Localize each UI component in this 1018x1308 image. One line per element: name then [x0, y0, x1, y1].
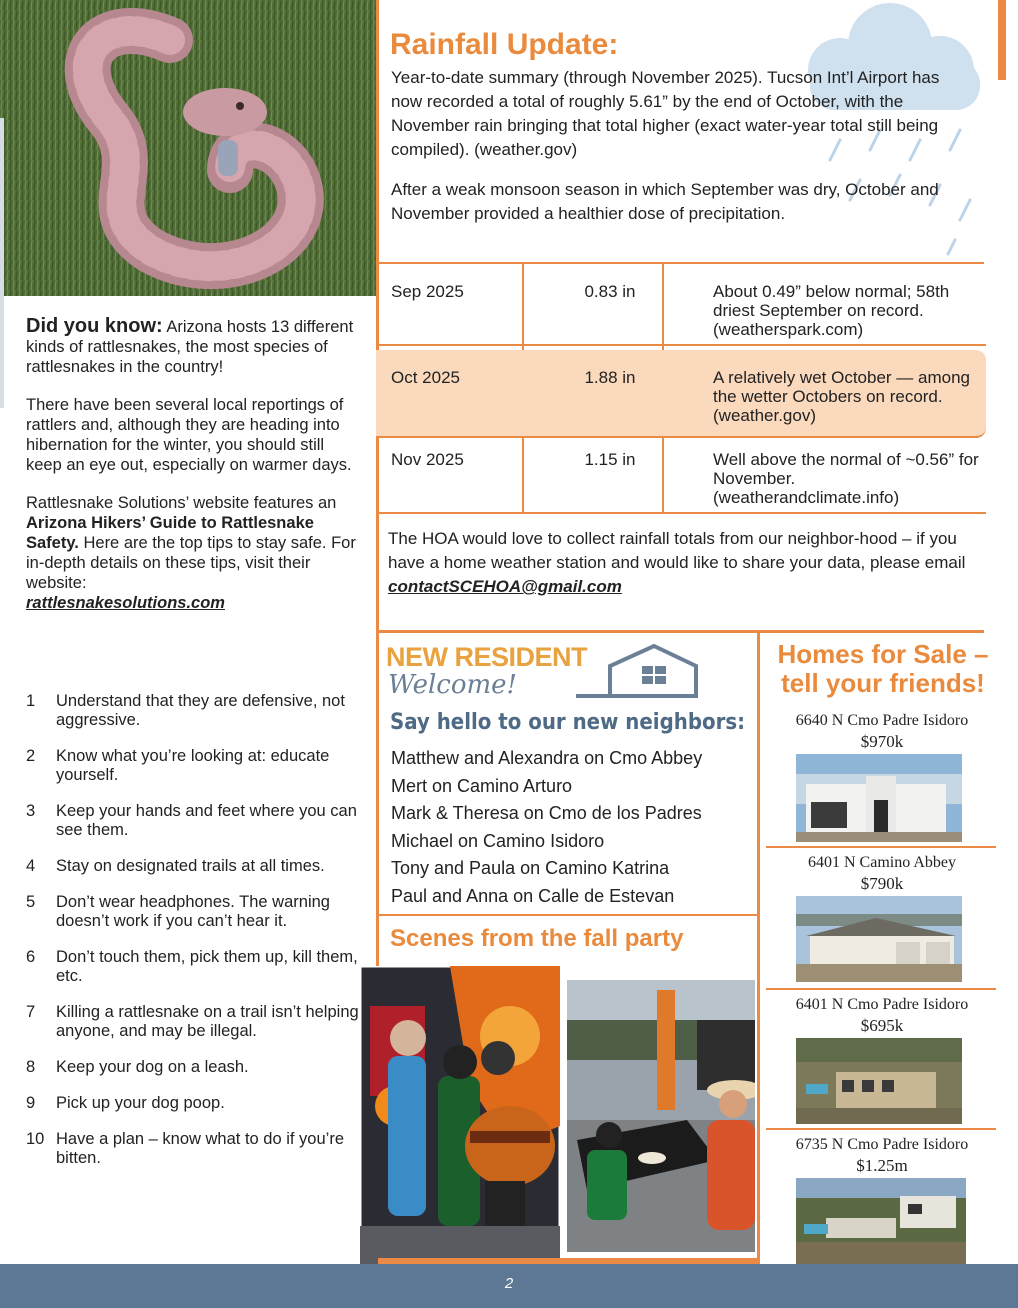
table-row: Sep 2025 0.83 in About 0.49” below normal; 58th driest September on record. (weatherspark.com): [376, 262, 986, 346]
tip-item: 5 Don’t wear headphones. The warning doesn’t work if you can’t hear it.: [26, 893, 330, 930]
table-row: Nov 2025 1.15 in Well above the normal of ~0.56” for November. (weatherandclimate.info): [376, 438, 986, 514]
table-row: Oct 2025 1.88 in A relatively wet October — among the wetter Octobers on record. (weather.gov): [376, 350, 986, 438]
page-edge-marker: [0, 118, 4, 408]
new-resident-logo: NEW RESIDENT Welcome!: [386, 642, 722, 702]
list-item: Mert on Camino Arturo: [391, 775, 573, 796]
homes-divider: [757, 633, 760, 1264]
listing-divider: [766, 988, 996, 990]
party-photo-costumes: [360, 966, 560, 1264]
guide-paragraph: Rattlesnake Solutions’ website features an Arizona Hikers’ Guide to Rattlesnake Safety. Here are the top tips to stay safe. For in-depth details on these tips, visit their website: rattlesnakesolutions.com: [26, 494, 356, 612]
rainfall-summary: Year-to-date summary (through November 2025). Tucson Int’l Airport has now recorded a total of roughly 5.61” by the end of October, with the November rain bringing that total higher (exact water-year total still being compiled). (weather.gov) After a weak monsoon season in which September was dry, October and November provided a healthier dose of precipitation.: [391, 68, 940, 223]
scenes-title: Scenes from the fall party: [390, 925, 684, 952]
tip-item: 7 Killing a rattlesnake on a trail isn’t helping anyone, and may be illegal.: [26, 1003, 359, 1040]
list-item: Matthew and Alexandra on Cmo Abbey: [391, 748, 703, 768]
list-item: Mark & Theresa on Cmo de los Padres: [391, 803, 702, 824]
tip-item: 4 Stay on designated trails at all times.: [26, 857, 325, 875]
rainfall-title: Rainfall Update:: [390, 28, 619, 61]
email-link[interactable]: contactSCEHOA@gmail.com: [388, 577, 622, 596]
home-photo: [796, 1038, 962, 1124]
did-you-know: Did you know: Arizona hosts 13 different kinds of rattlesnakes, the most species of rattlesnakes in the country!: [26, 315, 354, 376]
page-number: 2: [504, 1275, 514, 1292]
home-listing: 6640 N Cmo Padre Isidoro $970k: [795, 712, 969, 751]
list-item: Michael on Camino Isidoro: [391, 830, 605, 851]
tip-item: 2 Know what you’re looking at: educate yourself.: [26, 747, 330, 784]
page-footer: [0, 1264, 1018, 1308]
tip-item: 1 Understand that they are defensive, not aggressive.: [26, 692, 345, 729]
section-divider: [376, 914, 760, 916]
tip-item: 9 Pick up your dog poop.: [26, 1094, 225, 1112]
new-neighbors-heading: Say hello to our new neighbors:: [390, 710, 746, 735]
party-photo-table: [567, 980, 755, 1252]
home-photo: [796, 754, 962, 842]
tip-item: 3 Keep your hands and feet where you can see them.: [26, 802, 357, 839]
home-listing: 6401 N Camino Abbey $790k: [808, 854, 956, 893]
home-photo: [796, 1178, 966, 1264]
rainfall-table: [376, 262, 986, 514]
listing-divider: [766, 1128, 996, 1130]
rattlesnake-article: [26, 316, 360, 631]
home-photo: [796, 896, 962, 982]
homes-for-sale-title: Homes for Sale – tell your friends!: [777, 639, 989, 698]
home-listing: 6401 N Cmo Padre Isidoro $695k: [795, 996, 969, 1035]
tip-item: 10 Have a plan – know what to do if you’re bitten.: [26, 1130, 345, 1167]
new-neighbors-list: [391, 745, 702, 911]
section-divider: [376, 630, 984, 633]
home-listing: 6735 N Cmo Padre Isidoro $1.25m: [795, 1136, 969, 1175]
tip-item: 8 Keep your dog on a leash.: [26, 1058, 249, 1076]
tip-item: 6 Don’t touch them, pick them up, kill them, etc.: [26, 948, 358, 985]
list-item: Tony and Paula on Camino Katrina: [391, 858, 670, 879]
rainfall-request: The HOA would love to collect rainfall totals from our neighbor-hood – if you have a home weather station and would like to share your data, please email contactSCEHOA@gmail.com: [388, 529, 966, 596]
corner-tab: [998, 0, 1006, 80]
house-icon: [576, 644, 716, 700]
listing-divider: [766, 846, 996, 848]
website-link[interactable]: rattlesnakesolutions.com: [26, 594, 225, 612]
local-reports-paragraph: There have been several local reportings of rattlers and, although they are heading into hibernation for the winter, you should still keep an eye out, especially on warmer days.: [26, 396, 352, 474]
list-item: Paul and Anna on Calle de Estevan: [391, 885, 675, 906]
rattlesnake-photo: [0, 0, 376, 296]
safety-tips-list: [26, 692, 366, 1185]
